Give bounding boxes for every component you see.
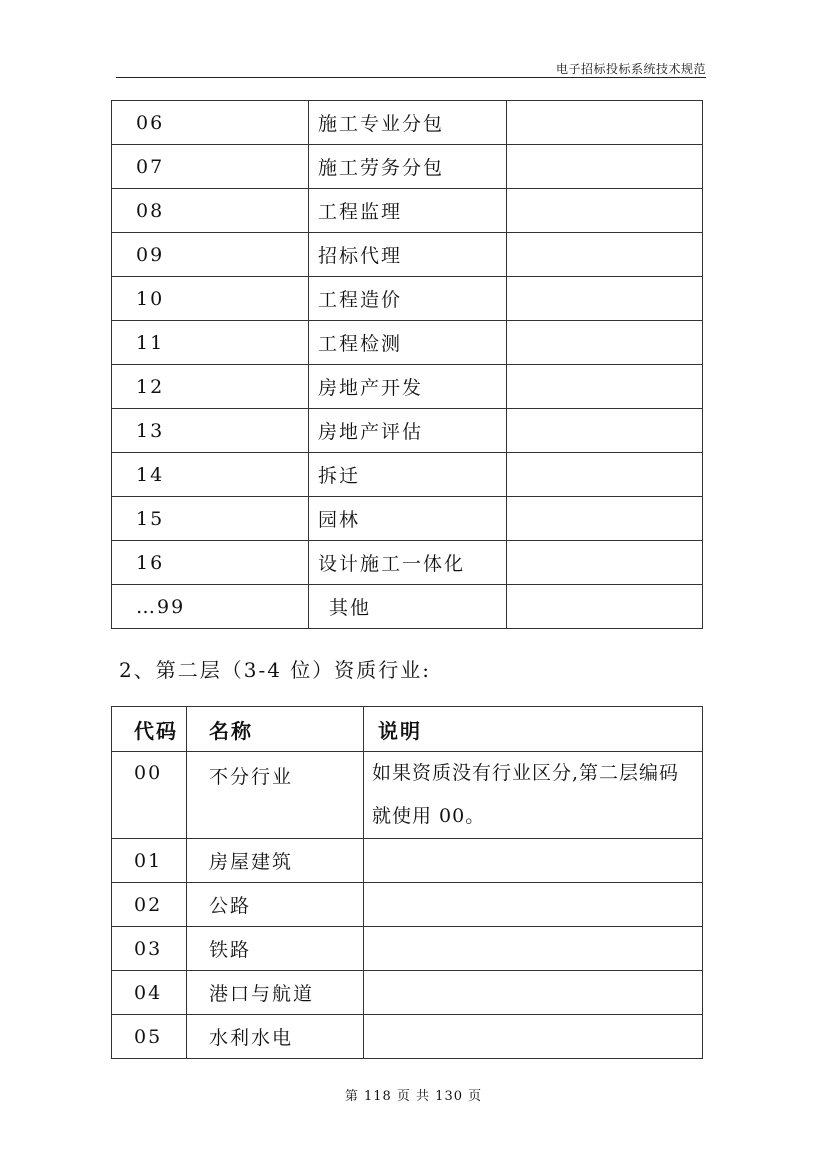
name-cell: 设计施工一体化 [309, 541, 507, 585]
code-cell: 07 [112, 145, 309, 189]
code-cell: 09 [112, 233, 309, 277]
running-header: 电子招标投标系统技术规范 [555, 62, 706, 76]
header-code: 代码 [112, 707, 187, 752]
section-heading: 2、第二层（3-4 位）资质行业: [119, 658, 432, 682]
name-cell: 港口与航道 [187, 971, 364, 1015]
table-row [112, 453, 703, 497]
name-cell: 园林 [309, 497, 507, 541]
table-row [112, 189, 703, 233]
table-row [112, 101, 703, 145]
name-cell: 工程检测 [309, 321, 507, 365]
table-row [112, 752, 703, 839]
table-row [112, 409, 703, 453]
table-row [112, 883, 703, 927]
table-row [112, 585, 703, 629]
description-cell [364, 883, 703, 927]
code-cell: 16 [112, 541, 309, 585]
note-cell [507, 233, 703, 277]
name-cell: 拆迁 [309, 453, 507, 497]
code-cell: 11 [112, 321, 309, 365]
code-cell: 02 [112, 883, 187, 927]
note-cell [507, 453, 703, 497]
code-cell: 00 [112, 752, 187, 839]
name-cell: 施工专业分包 [309, 101, 507, 145]
table-row [112, 233, 703, 277]
qualification-category-table-continued [111, 100, 703, 629]
note-cell [507, 497, 703, 541]
name-cell: 房地产评估 [309, 409, 507, 453]
table-row [112, 541, 703, 585]
name-cell: 不分行业 [187, 752, 364, 839]
table-row [112, 1015, 703, 1059]
name-cell: 其他 [309, 585, 507, 629]
description-cell [364, 1015, 703, 1059]
name-cell: 水利水电 [187, 1015, 364, 1059]
table-row [112, 145, 703, 189]
code-cell: 03 [112, 927, 187, 971]
name-cell: 招标代理 [309, 233, 507, 277]
description-cell: 如果资质没有行业区分,第二层编码就使用 00。 [364, 752, 703, 839]
note-cell [507, 585, 703, 629]
name-cell: 公路 [187, 883, 364, 927]
description-cell [364, 839, 703, 883]
table-row [112, 497, 703, 541]
name-cell: 施工劳务分包 [309, 145, 507, 189]
note-cell [507, 101, 703, 145]
note-cell [507, 277, 703, 321]
note-cell [507, 541, 703, 585]
note-cell [507, 189, 703, 233]
table-row [112, 971, 703, 1015]
table-row [112, 927, 703, 971]
code-cell: …99 [112, 585, 309, 629]
name-cell: 工程造价 [309, 277, 507, 321]
industry-code-table [111, 706, 703, 1059]
code-cell: 15 [112, 497, 309, 541]
note-cell [507, 409, 703, 453]
name-cell: 房屋建筑 [187, 839, 364, 883]
code-cell: 12 [112, 365, 309, 409]
table-row [112, 321, 703, 365]
note-cell [507, 321, 703, 365]
header-name: 名称 [187, 707, 364, 752]
header-description: 说明 [364, 707, 703, 752]
code-cell: 08 [112, 189, 309, 233]
table-header-row [112, 707, 703, 752]
code-cell: 01 [112, 839, 187, 883]
description-cell [364, 927, 703, 971]
code-cell: 04 [112, 971, 187, 1015]
description-cell [364, 971, 703, 1015]
note-cell [507, 365, 703, 409]
code-cell: 10 [112, 277, 309, 321]
name-cell: 铁路 [187, 927, 364, 971]
code-cell: 05 [112, 1015, 187, 1059]
page-number: 第 118 页 共 130 页 [344, 1089, 483, 1104]
note-cell [507, 145, 703, 189]
table-row [112, 839, 703, 883]
code-cell: 06 [112, 101, 309, 145]
name-cell: 房地产开发 [309, 365, 507, 409]
header-rule [116, 77, 706, 78]
code-cell: 13 [112, 409, 309, 453]
code-cell: 14 [112, 453, 309, 497]
name-cell: 工程监理 [309, 189, 507, 233]
table-row [112, 277, 703, 321]
table-row [112, 365, 703, 409]
